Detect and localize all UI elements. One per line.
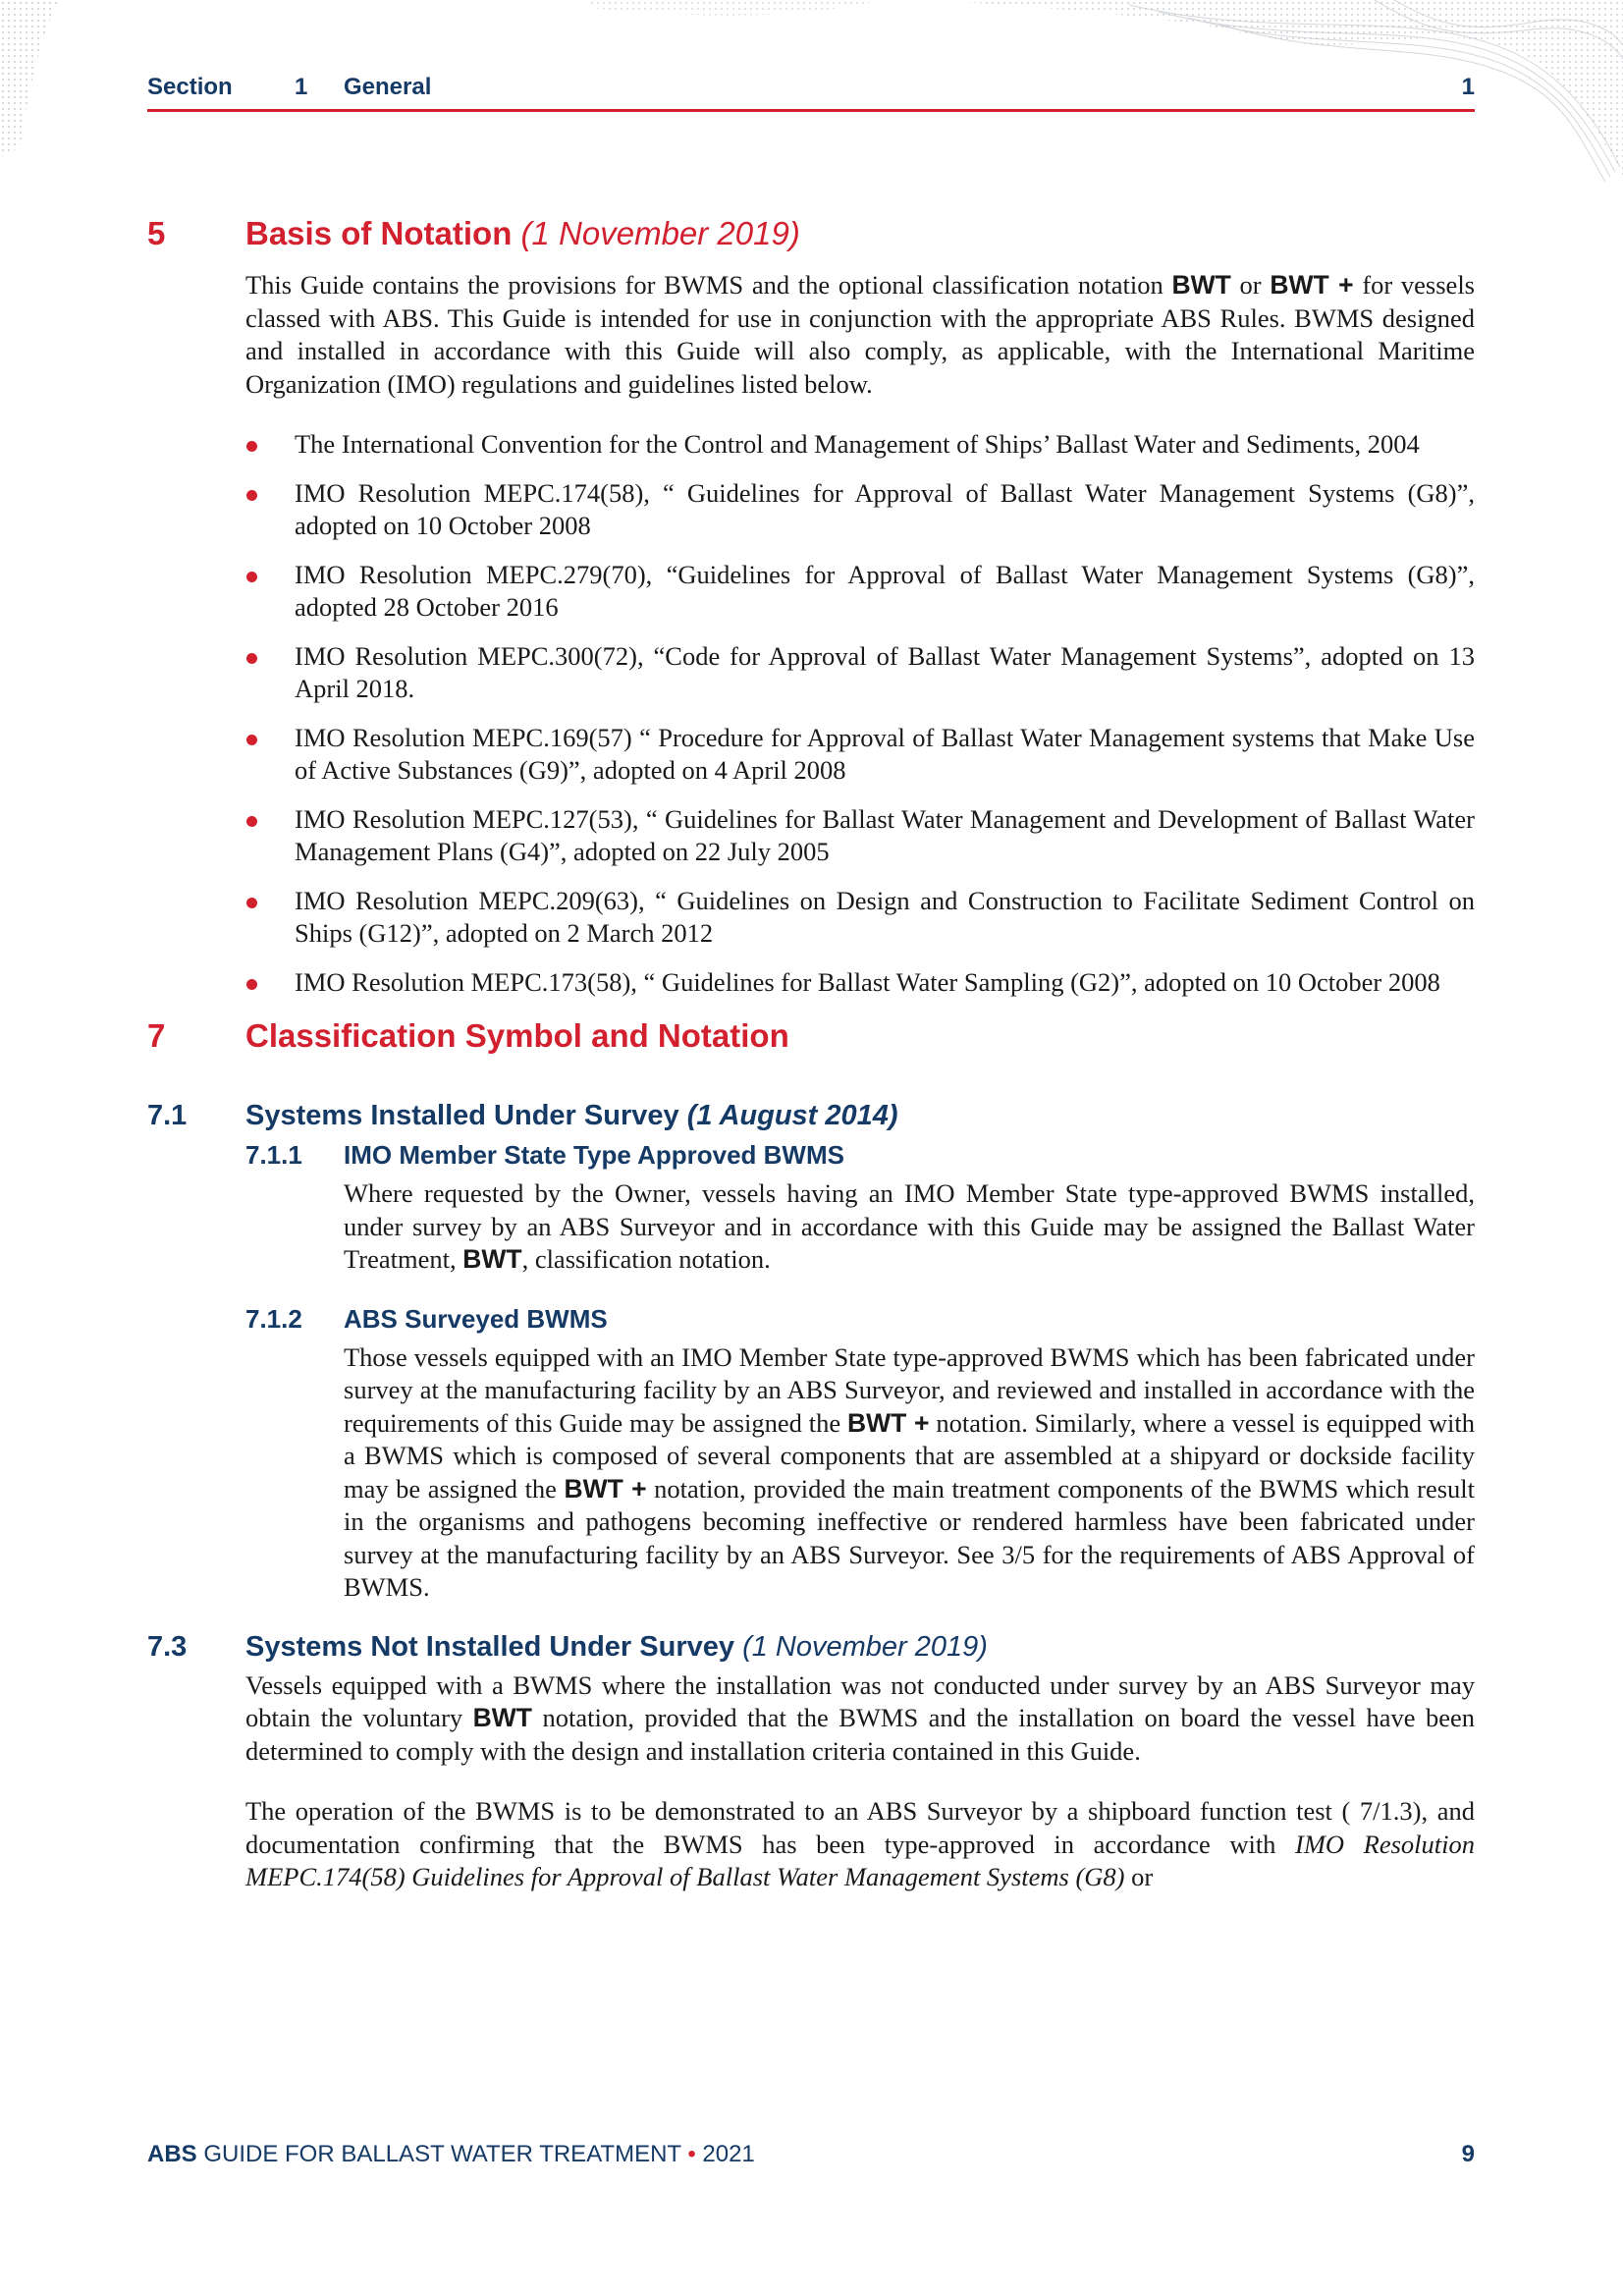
section-7-1-number: 7.1 <box>147 1100 188 1131</box>
footer-title: GUIDE FOR BALLAST WATER TREATMENT <box>203 2141 681 2167</box>
section-7-1-2-heading <box>147 1302 1475 1336</box>
header-section-title: General <box>344 74 432 100</box>
bullet-icon <box>246 572 257 582</box>
page-footer <box>147 2141 1475 2170</box>
bwt-plus-notation: BWT + <box>847 1407 930 1438</box>
section-7-heading <box>147 1014 1475 1058</box>
section-7-1-2-title: ABS Surveyed BWMS <box>344 1303 608 1334</box>
footer-brand: ABS <box>147 2141 197 2167</box>
bullet-icon <box>246 816 257 827</box>
footer-page-number: 9 <box>1461 2141 1475 2167</box>
section-7-3-date: (1 November 2019) <box>742 1630 988 1663</box>
section-7-1-2-body: Those vessels equipped with an IMO Member State type-approved BWMS which has been fabricated under survey at the manufacturing facility by an ABS Surveyor, and reviewed and installed in accordance with the requirements of this Guide may be assigned the BWT + notation. Similarly, where a vessel is equipped with a BWMS which is composed of several components that are assembled at a shipyard or dockside facility may be assigned the BWT + notation, provided the main treatment components of the BWMS which result in the organisms and pathogens becoming ineffective or rendered harmless have been fabricated under survey at the manufacturing facility by an ABS Surveyor. See 3/5 for the requirements of ABS Approval of BWMS. <box>344 1341 1475 1602</box>
bwt-plus-notation: BWT + <box>564 1473 647 1503</box>
bwt-notation: BWT <box>462 1244 522 1274</box>
list-item: IMO Resolution MEPC.173(58), “ Guidelines for Ballast Water Sampling (G2)”, adopted on 10 October 2008 <box>245 966 1475 1000</box>
bullet-icon <box>246 653 257 664</box>
list-item: IMO Resolution MEPC.279(70), “Guidelines for Approval of Ballast Water Management Systems (G8)”, adopted 28 October 2016 <box>245 559 1475 625</box>
section-7-3-title: Systems Not Installed Under Survey <box>245 1630 734 1663</box>
imo-resolution-reference: IMO Resolution MEPC.174(58) Guidelines for Approval of Ballast Water Management Systems (G8) <box>245 1829 1476 1891</box>
list-item: IMO Resolution MEPC.174(58), “ Guidelines for Approval of Ballast Water Management Systems (G8)”, adopted on 10 October 2008 <box>245 477 1475 543</box>
bullet-icon <box>246 441 257 452</box>
section-7-1-1-body: Where requested by the Owner, vessels having an IMO Member State type-approved BWMS installed, under survey by an ABS Surveyor and in accordance with this Guide may be assigned the Ballast Water Treatment, BWT, classification notation. <box>344 1178 1475 1274</box>
header-section-word: Section <box>147 74 233 100</box>
running-header <box>147 74 1475 103</box>
section-5-number: 5 <box>147 215 166 251</box>
list-item: The International Convention for the Control and Management of Ships’ Ballast Water and Sediments, 2004 <box>245 428 1475 462</box>
section-7-1-1-number: 7.1.1 <box>245 1140 302 1170</box>
section-5-title: Basis of Notation <box>245 215 513 251</box>
section-7-title: Classification Symbol and Notation <box>245 1017 789 1054</box>
list-item: IMO Resolution MEPC.169(57) “ Procedure for Approval of Ballast Water Management systems that Make Use of Active Substances (G9)”, adopted on 4 April 2008 <box>245 722 1475 788</box>
section-7-3-heading <box>147 1628 1475 1666</box>
list-item: IMO Resolution MEPC.300(72), “Code for Approval of Ballast Water Management Systems”, adopted on 13 April 2018. <box>245 640 1475 706</box>
section-7-1-heading <box>147 1097 1475 1134</box>
footer-separator: • <box>687 2141 696 2167</box>
bullet-icon <box>246 490 257 501</box>
header-divider <box>147 109 1475 112</box>
section-7-number: 7 <box>147 1017 166 1054</box>
section-7-3-number: 7.3 <box>147 1630 188 1663</box>
bwt-notation: BWT <box>472 1703 532 1732</box>
header-chapter-number: 1 <box>1461 74 1475 100</box>
imo-references-list <box>245 428 1475 999</box>
section-7-1-date: (1 August 2014) <box>686 1100 898 1131</box>
bwt-plus-notation: BWT + <box>1270 270 1354 300</box>
bullet-icon <box>246 979 257 990</box>
list-item: IMO Resolution MEPC.209(63), “ Guidelines on Design and Construction to Facilitate Sediment Control on Ships (G12)”, adopted on 2 March 2012 <box>245 885 1475 951</box>
section-5-heading <box>147 212 1475 255</box>
section-5-date: (1 November 2019) <box>520 215 800 251</box>
section-7-3-paragraph-1: Vessels equipped with a BWMS where the installation was not conducted under survey by an ABS Surveyor may obtain the voluntary BWT notation, provided that the BWMS and the installation on board the vessel have been determined to comply with the design and installation criteria contained in this Guide. <box>245 1669 1475 1766</box>
header-section-number: 1 <box>295 74 308 100</box>
bwt-notation: BWT <box>1171 270 1231 300</box>
section-7-1-title: Systems Installed Under Survey <box>245 1100 679 1131</box>
list-item: IMO Resolution MEPC.127(53), “ Guidelines for Ballast Water Management and Development of Ballast Water Management Plans (G4)”, adopted on 22 July 2005 <box>245 803 1475 869</box>
section-5-intro: This Guide contains the provisions for BWMS and the optional classification notation BWT or BWT + for vessels classed with ABS. This Guide is intended for use in conjunction with the appropriate ABS Rules. BWMS designed and installed in accordance with this Guide will also comply, as applicable, with the International Maritime Organization (IMO) regulations and guidelines listed below. <box>245 270 1475 399</box>
section-7-1-1-heading <box>147 1138 1475 1172</box>
bullet-icon <box>246 898 257 908</box>
bullet-icon <box>246 735 257 745</box>
section-7-1-2-number: 7.1.2 <box>245 1303 302 1334</box>
section-7-1-1-title: IMO Member State Type Approved BWMS <box>344 1140 844 1170</box>
footer-year: 2021 <box>702 2141 755 2167</box>
section-7-3-paragraph-2: The operation of the BWMS is to be demonstrated to an ABS Surveyor by a shipboard function test ( 7/1.3), and documentation confirming that the BWMS has been type-approved in accordance with IMO Resolution MEPC.174(58) Guidelines for Approval of Ballast Water Management Systems (G8) or <box>245 1796 1476 1891</box>
page-content <box>147 212 1475 1894</box>
